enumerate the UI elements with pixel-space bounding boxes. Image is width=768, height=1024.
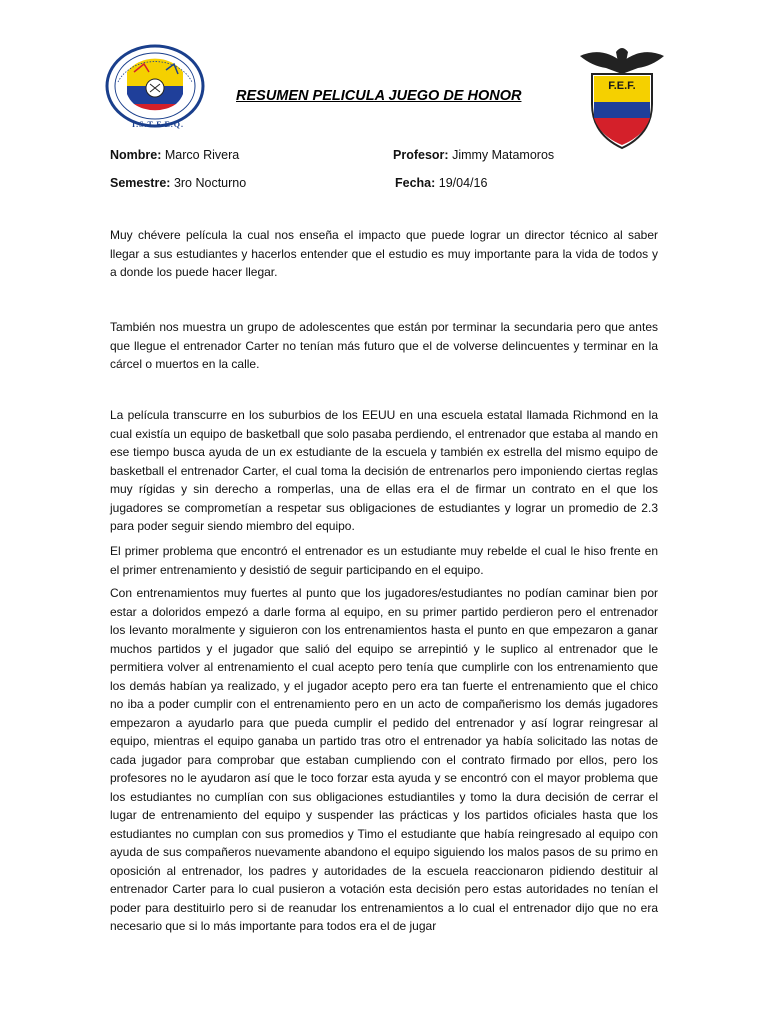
fef-logo	[572, 44, 672, 152]
istfeq-logo-caption: I.S.T.F.E.Q.	[131, 120, 184, 129]
document-title: RESUMEN PELICULA JUEGO DE HONOR	[236, 88, 522, 104]
fef-shield-icon	[572, 44, 672, 152]
semester-label: Semestre:	[110, 176, 171, 190]
paragraph-4: El primer problema que encontró el entrenador es un estudiante muy rebelde el cual le hiso frente en el primer entrenamiento y desistió de seguir participando en el equipo.	[110, 544, 658, 577]
paragraph-1: Muy chévere película la cual nos enseña el impacto que puede lograr un director técnico al saber llegar a sus estudiantes y hacerlos entender que el estudio es muy importante para la vida de todos y a donde los puede hacer llegar.	[110, 228, 658, 279]
semester-field	[110, 176, 246, 190]
date-field	[395, 176, 487, 190]
paragraph-2: También nos muestra un grupo de adolescentes que están por terminar la secundaria pero que antes que llegue el entrenador Carter no tenían más futuro que el de volverse delincuentes y terminar en la cárcel o muertos en la calle.	[110, 320, 658, 371]
teacher-label: Profesor:	[393, 148, 449, 162]
name-label: Nombre:	[110, 148, 162, 162]
teacher-value: Jimmy Matamoros	[452, 148, 555, 162]
semester-value: 3ro Nocturno	[173, 176, 247, 190]
date-label: Fecha:	[395, 176, 436, 190]
name-value: Marco Rivera	[164, 148, 240, 162]
paragraph-5: Con entrenamientos muy fuertes al punto que los jugadores/estudiantes no podían caminar bien por estar a doloridos empezó a darle forma al equipo, en su primer partido perdieron pero el entrenador los levanto moralmente y siguieron con los entrenamientos hasta el punto en que empezaron a ganar muchos partidos y el jugador que salió del equipo se arrepintió y le suplico al entrenador que le permitiera volver al entrenamiento el cual acepto pero tenía que cumplirle con los entrenamiento que los demás habían ya realizado, y el jugador acepto pero era tan fuerte el entrenamiento que el chico no iba a poder cumplir con el entrenamiento pero en un acto de compañerismo los demás jugadores empezaron a ayudarlo para que pueda cumplir el pedido del entrenador y así lograr reingresar al equipo, mientras el equipo ganaba un partido tras otro el entrenador ya había solicitado las notas de cada jugador para comprobar que estaban cumpliendo con el contrato firmado por ellos, pero los profesores no le ayudaron así que le toco forzar esta ayuda y se encontró con el mayor problema que los estudiantes no cumplían con sus obligaciones estudiantiles y tomo la dura decisión de cerrar el lugar de entrenamiento del equipo y suspender las prácticas y los partidos oficiales hasta que los estudiantes no cumplan con sus promedios y Timo el estudiante que había reingresado al equipo con ayuda de sus compañeros nuevamente abandono el equipo siguiendo los malos pasos de su primo en oposición al entrenador, los padres y autoridades de la escuela reaccionaron pidiendo destituir al entrenador Carter para lo cual pusieron a votación esta decisión pero estas autoridades no tenían el poder para destituirlo pero si de reanudar los entrenamientos a lo cual el entrenador dijo que no era necesario que si lo más importante para todos era el de jugar	[110, 586, 658, 933]
fef-logo-text: F.E.F.	[608, 80, 636, 92]
date-value: 19/04/16	[438, 176, 488, 190]
paragraph-3: La película transcurre en los suburbios de los EEUU en una escuela estatal llamada Richmond en la cual existía un equipo de basketball que solo pasaba perdiendo, el entrenador que estaba al mando en ese tiempo busca ayuda de un ex estudiante de la escuela y también ex estrella del mismo equipo de basketball el entrenador Carter, el cual toma la decisión de entrenarlos pero imponiendo ciertas reglas muy rígidas y sin derecho a romperlas, una de ellas era el de firmar un contrato en el que los jugadores se comprometían a respetar sus obligaciones de estudiantes y lograr un promedio de 2.3 para poder seguir siendo miembro del equipo.	[110, 408, 658, 533]
name-field	[110, 148, 239, 162]
teacher-field	[393, 148, 554, 162]
